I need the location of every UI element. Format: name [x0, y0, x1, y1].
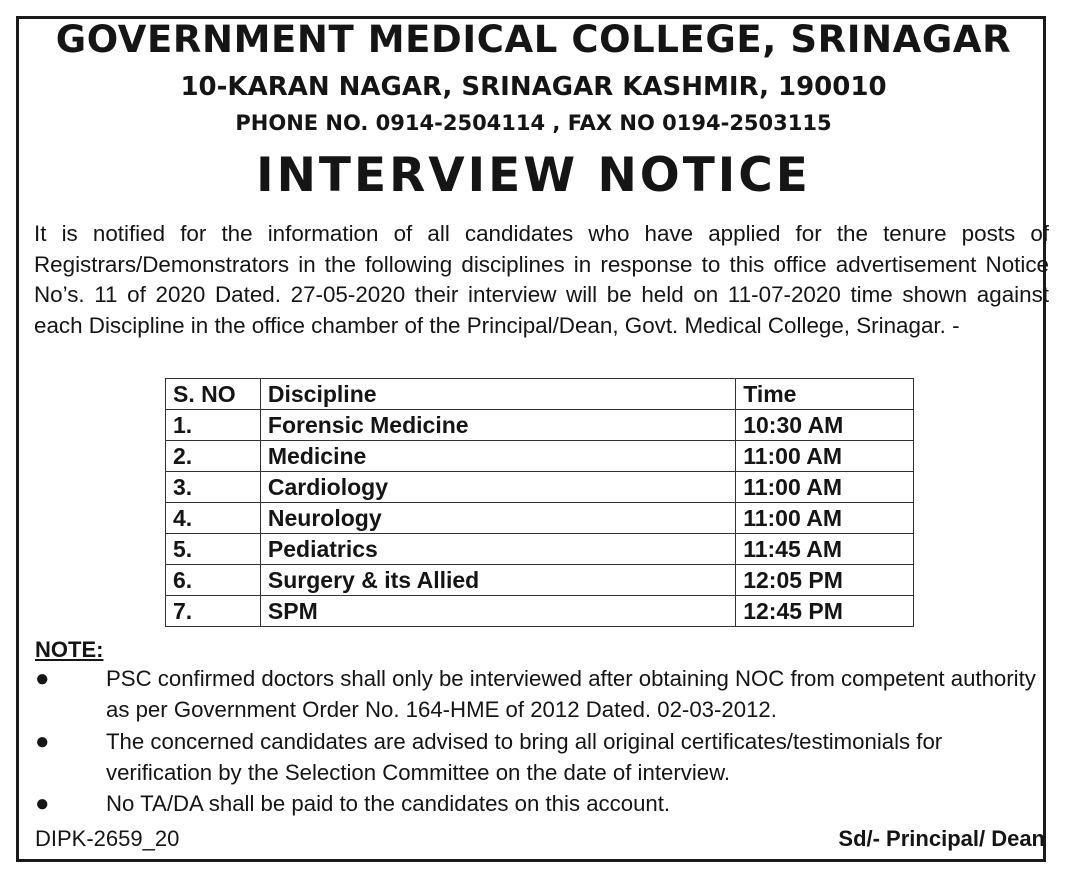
note-text: PSC confirmed doctors shall only be interviewed after obtaining NOC from competent authority as per Government Order No. 164-HME of 2012 Dated. 02-03-2012. — [106, 666, 1036, 722]
notice-paragraph: It is notified for the information of all candidates who have applied for the tenure posts of Registrars/Demonstrators in the following disciplines in response to this office advertisement Notice No’s. 11 of 2020 Dated. 27-05-2020 their interview will be held on 11-07-2020 time shown against each Discipline in the office chamber of the Principal/Dean, Govt. Medical College, Srinagar. - — [34, 221, 1049, 338]
row-time: 11:45 AM — [736, 534, 914, 565]
row-discipline: Surgery & its Allied — [260, 565, 735, 596]
row-discipline: Pediatrics — [260, 534, 735, 565]
row-sno: 2. — [166, 441, 261, 472]
row-time: 11:00 AM — [736, 472, 914, 503]
row-sno: 7. — [166, 596, 261, 627]
note-text: No TA/DA shall be paid to the candidates on this account. — [106, 791, 671, 816]
bullet-icon: ● — [35, 728, 50, 755]
table-header-row — [166, 379, 914, 410]
table-row — [166, 472, 914, 503]
table-row — [166, 565, 914, 596]
row-sno: 5. — [166, 534, 261, 565]
interview-schedule-table — [165, 378, 914, 627]
row-time: 10:30 AM — [736, 410, 914, 441]
row-discipline: Neurology — [260, 503, 735, 534]
header-sno: S. NO — [166, 379, 261, 410]
row-time: 12:05 PM — [736, 565, 914, 596]
row-time: 12:45 PM — [736, 596, 914, 627]
signature: Sd/- Principal/ Dean — [838, 826, 1045, 851]
header-time: Time — [736, 379, 914, 410]
row-sno: 3. — [166, 472, 261, 503]
note-text: The concerned candidates are advised to bring all original certificates/testimonials for verification by the Selection Committee on the date of interview. — [106, 729, 943, 785]
header-discipline: Discipline — [260, 379, 735, 410]
row-discipline: Medicine — [260, 441, 735, 472]
note-heading: NOTE: — [35, 637, 104, 662]
table-row — [166, 441, 914, 472]
reference-number: DIPK-2659_20 — [35, 826, 180, 851]
row-sno: 4. — [166, 503, 261, 534]
bullet-icon: ● — [35, 790, 50, 817]
row-discipline: Cardiology — [260, 472, 735, 503]
college-name: GOVERNMENT MEDICAL COLLEGE, SRINAGAR — [55, 18, 1012, 61]
table-row — [166, 534, 914, 565]
row-sno: 6. — [166, 565, 261, 596]
college-address: 10-KARAN NAGAR, SRINAGAR KASHMIR, 190010 — [180, 72, 887, 102]
row-sno: 1. — [166, 410, 261, 441]
table-row — [166, 410, 914, 441]
bullet-icon: ● — [35, 665, 50, 692]
row-discipline: SPM — [260, 596, 735, 627]
row-time: 11:00 AM — [736, 441, 914, 472]
notice-title: INTERVIEW NOTICE — [256, 148, 811, 203]
row-time: 11:00 AM — [736, 503, 914, 534]
contact-numbers: PHONE NO. 0914-2504114 , FAX NO 0194-2503115 — [235, 111, 832, 135]
table-row — [166, 503, 914, 534]
row-discipline: Forensic Medicine — [260, 410, 735, 441]
table-row — [166, 596, 914, 627]
